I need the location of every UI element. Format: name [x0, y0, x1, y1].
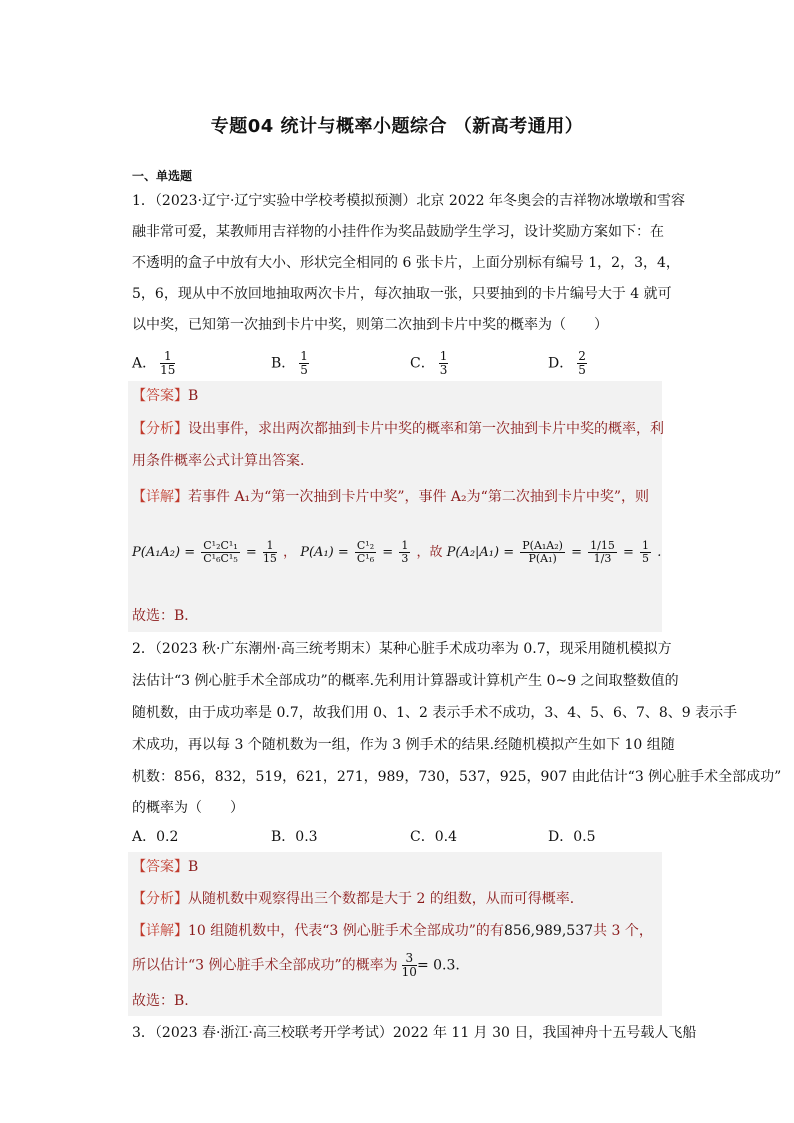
q1-option-b: B． $\frac{1}{5}$ [271, 349, 308, 377]
q2-option-a: A．0.2 [132, 829, 179, 845]
q2-detail: 【详解】10 组随机数中，代表“3 例心脏手术全部成功”的有856,989,537共 3 个， [132, 923, 653, 939]
q1-option-a: A． $\frac{1}{15}$ [132, 349, 176, 377]
q2-analysis: 【分析】从随机数中观察得出三个数都是大于 2 的组数，从而可得概率． [132, 891, 584, 907]
q2-line-5: 机数：856，832，519，621，271，989，730，537，925，907 由此估计“3 例心脏手术全部成功” [132, 769, 782, 785]
q1-analysis-line-1: 【分析】设出事件，求出两次都抽到卡片中奖的概率和第一次抽到卡片中奖的概率，利 [132, 421, 664, 437]
q2-option-b: B．0.3 [271, 829, 318, 845]
q2-detail-2: 所以估计“3 例心脏手术全部成功”的概率为 $\frac{3}{10}$ = 0.3. [132, 951, 460, 979]
q1-line-1: 1．（2023·辽宁·辽宁实验中学校考模拟预测）北京 2022 年冬奥会的吉祥物冰墩墩和雪容 [132, 193, 685, 209]
section-heading: 一、单选题 [132, 169, 193, 183]
q2-conclusion: 故选：B. [132, 993, 189, 1009]
q2-line-4: 术成功，再以每 3 个随机数为一组，作为 3 例手术的结果.经随机模拟产生如下 10 组随 [132, 737, 675, 753]
q1-option-d: D． $\frac{2}{5}$ [548, 349, 586, 377]
q2-line-1: 2．（2023 秋·广东潮州·高三统考期末）某种心脏手术成功率为 0.7，现采用随机模拟方 [132, 641, 672, 657]
q2-line-6: 的概率为（ ） [132, 800, 244, 816]
q2-answer: 【答案】B [132, 859, 199, 875]
q1-line-2: 融非常可爱，某教师用吉祥物的小挂件作为奖品鼓励学生学习，设计奖励方案如下：在 [132, 224, 664, 240]
q1-detail: 【详解】若事件 A₁为“第一次抽到卡片中奖”，事件 A₂为“第二次抽到卡片中奖”，则 [132, 489, 649, 505]
q1-option-c: C． $\frac{1}{3}$ [410, 349, 448, 377]
q1-analysis-line-2: 用条件概率公式计算出答案. [132, 453, 305, 469]
q2-line-3: 随机数，由于成功率是 0.7，故我们用 0、1、2 表示手术不成功，3、4、5、6、7、8、9 表示手 [132, 705, 738, 721]
q1-answer: 【答案】B [132, 388, 199, 404]
q2-line-2: 法估计“3 例心脏手术全部成功”的概率.先利用计算器或计算机产生 0~9 之间取整数值的 [132, 673, 679, 689]
q1-line-5: 以中奖，已知第一次抽到卡片中奖，则第二次抽到卡片中奖的概率为（ ） [132, 317, 608, 333]
q1-line-3: 不透明的盒子中放有大小、形状完全相同的 6 张卡片，上面分别标有编号 1，2，3，4， [132, 255, 680, 271]
q1-line-4: 5，6，现从中不放回地抽取两次卡片，每次抽取一张，只要抽到的卡片编号大于 4 就可 [132, 286, 672, 302]
q1-solution-box [128, 381, 662, 632]
q1-formula: P(A₁A₂) = $\frac{\text{C¹₂C¹₁}}{\text{C¹₆C¹₅}}$ = $\frac{1}{15}$ ， P(A₁) = $\frac{\text{C¹₂}}{\text{C¹₆}}$ = $\frac{1}{3}$ ，故 P(A₂|A₁) = $\frac{\text{P(A₁A₂)}}{\text{P(A₁)}}$ = $\frac{1/15}{1/3}$ = $\frac{1}{5}$ . [132, 539, 662, 565]
q2-option-c: C．0.4 [410, 829, 457, 845]
q1-conclusion: 故选：B． [132, 608, 199, 624]
q2-option-d: D．0.5 [548, 829, 596, 845]
page-title: 专题04 统计与概率小题综合 （新高考通用） [210, 116, 584, 137]
q3-line-1: 3．（2023 春·浙江·高三校联考开学考试）2022 年 11 月 30 日，我国神舟十五号载人飞船 [132, 1025, 697, 1041]
